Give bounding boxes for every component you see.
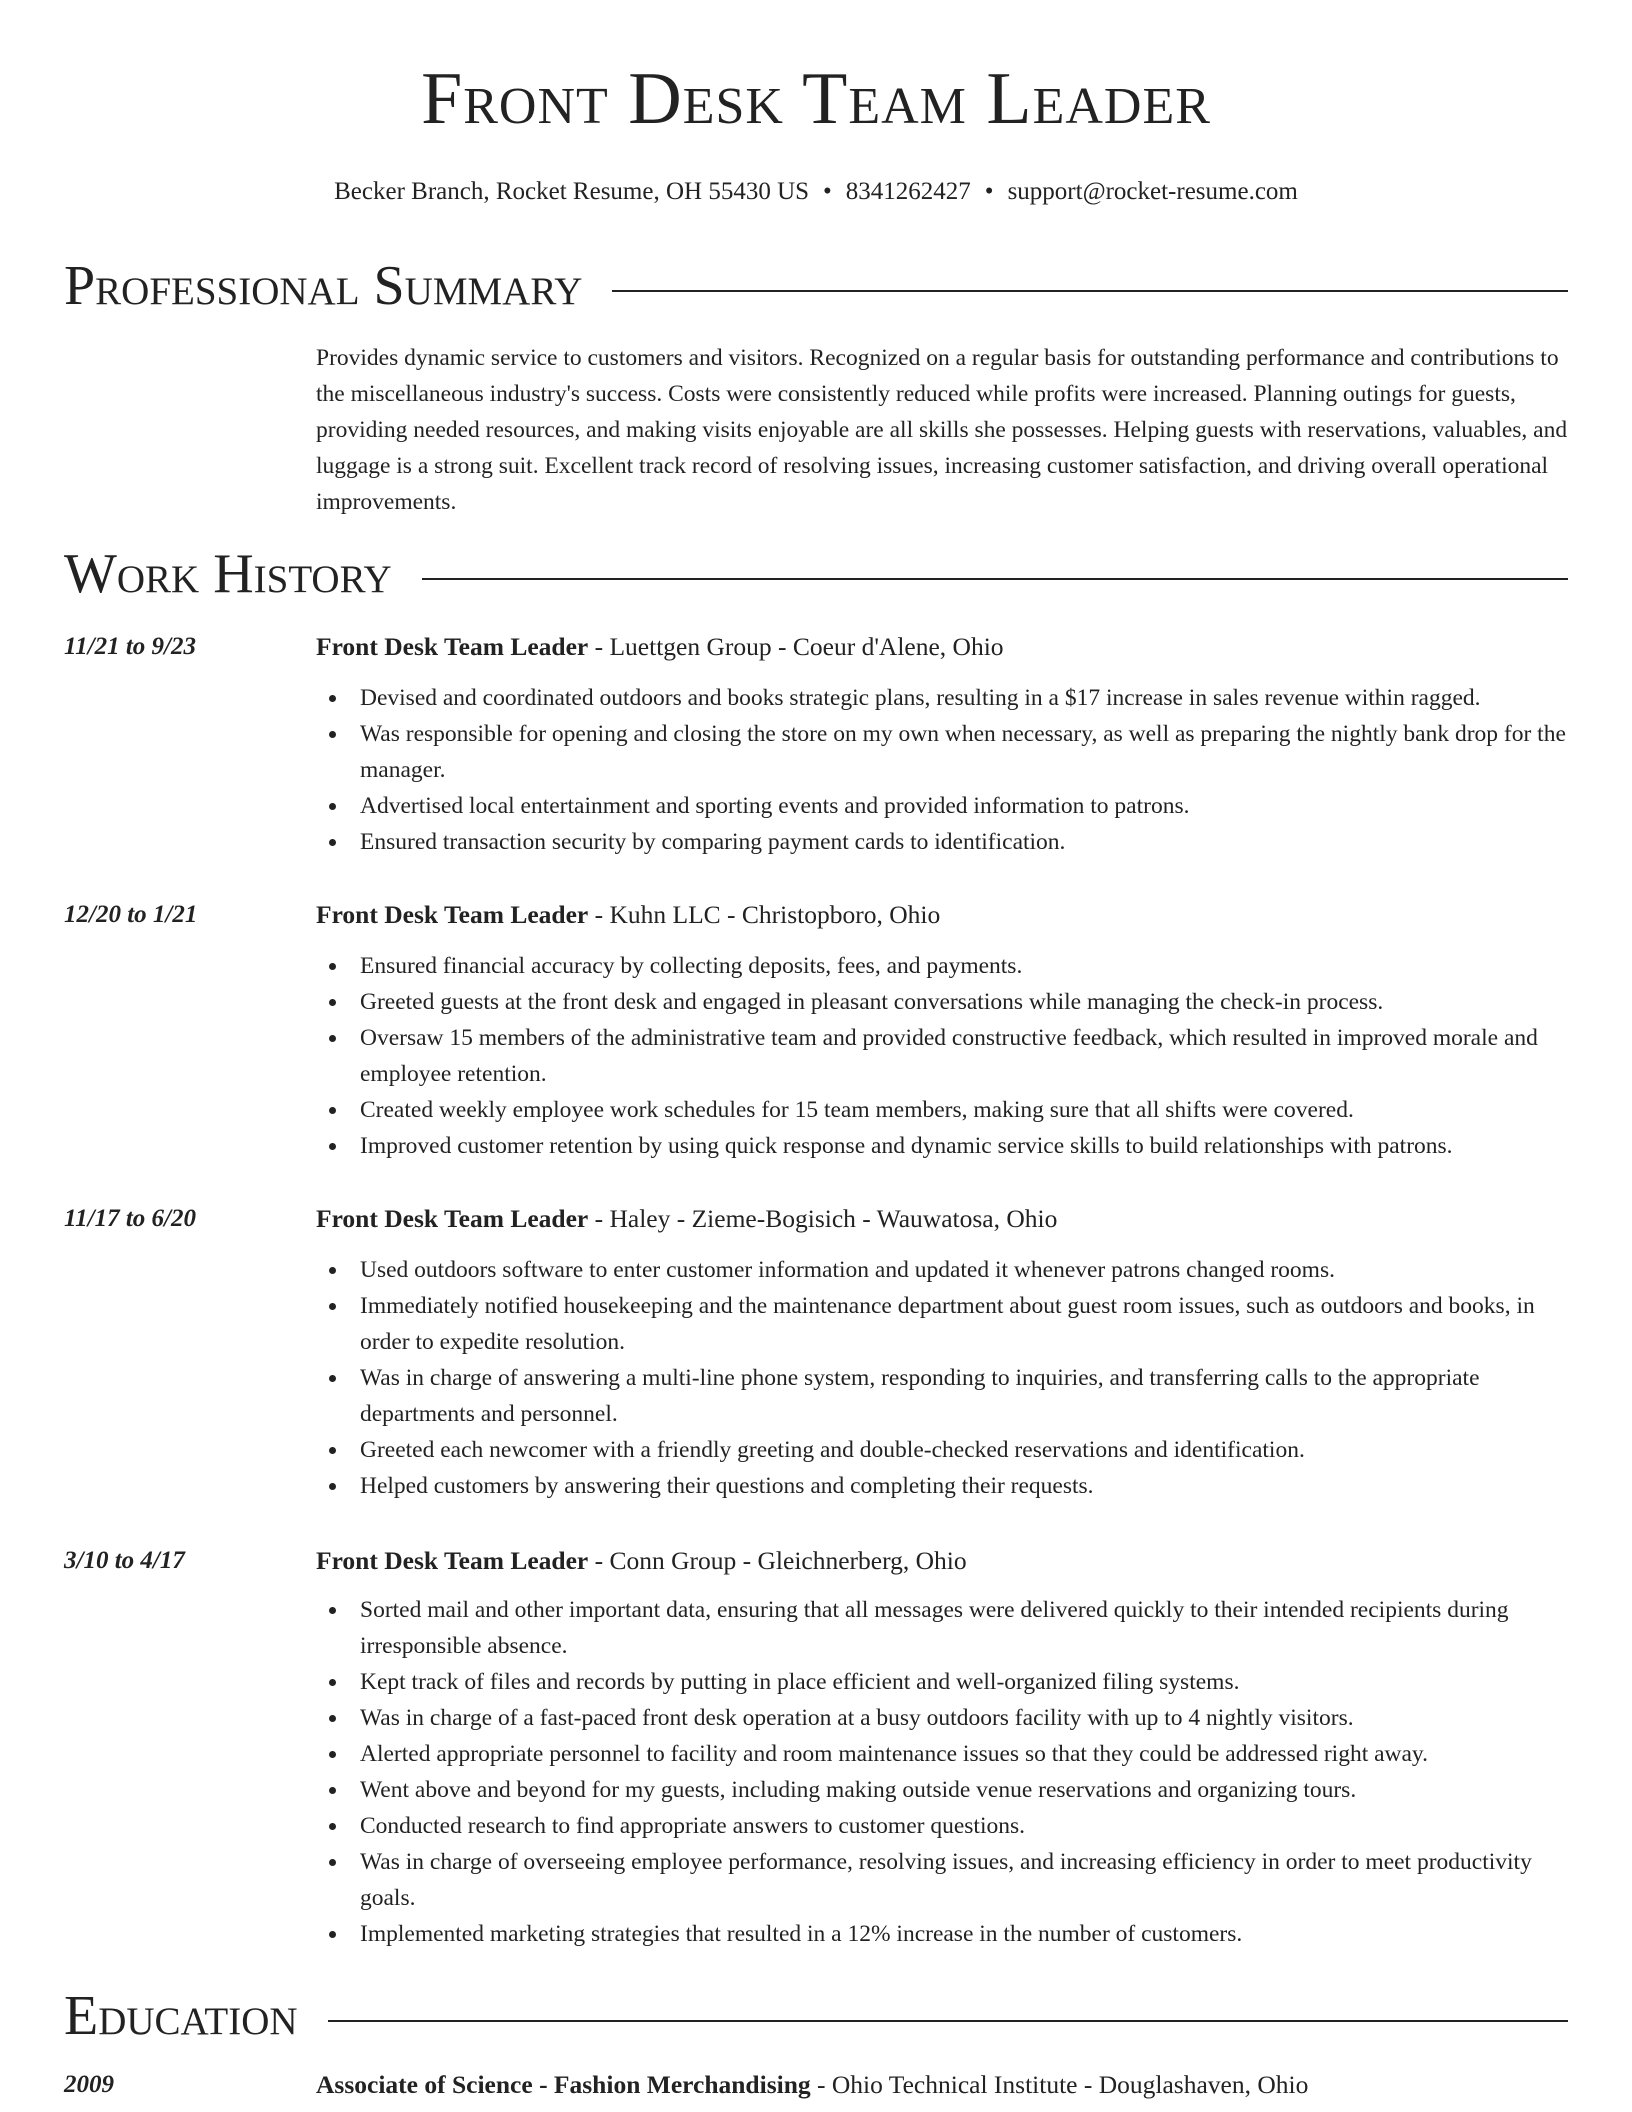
job-title: Front Desk Team Leader — [316, 632, 589, 661]
section-divider — [328, 2020, 1568, 2022]
list-item: Oversaw 15 members of the administrative team and provided constructive feedback, which resulted in improved morale and employee retention. — [316, 1020, 1576, 1092]
list-item: Was in charge of a fast-paced front desk operation at a busy outdoors facility with up to 4 nightly visitors. — [316, 1700, 1576, 1736]
contact-address: Becker Branch, Rocket Resume, OH 55430 US — [334, 178, 810, 205]
job-details: - Luettgen Group - Coeur d'Alene, Ohio — [588, 632, 1004, 661]
job-dates: 11/17 to 6/20 — [64, 1205, 196, 1232]
list-item: Greeted guests at the front desk and engaged in pleasant conversations while managing the check-in process. — [316, 984, 1576, 1020]
section-heading-text: Education — [64, 1985, 298, 2047]
job-heading — [316, 1544, 967, 1578]
job-heading — [316, 1202, 1057, 1236]
list-item: Created weekly employee work schedules for 15 team members, making sure that all shifts were covered. — [316, 1092, 1576, 1128]
contact-phone: 8341262427 — [845, 178, 971, 205]
resume-title: Front Desk Team Leader — [421, 58, 1211, 140]
contact-separator: • — [984, 178, 994, 205]
list-item: Alerted appropriate personnel to facility and room maintenance issues so that they could be addressed right away. — [316, 1736, 1576, 1772]
list-item: Conducted research to find appropriate answers to customer questions. — [316, 1808, 1576, 1844]
list-item: Helped customers by answering their questions and completing their requests. — [316, 1468, 1576, 1504]
list-item: Immediately notified housekeeping and the maintenance department about guest room issues, such as outdoors and books, in order to expedite resolution. — [316, 1288, 1576, 1360]
list-item: Kept track of files and records by putting in place efficient and well-organized filing systems. — [316, 1664, 1576, 1700]
list-item: Was in charge of answering a multi-line phone system, responding to inquiries, and transferring calls to the appropriate departments and personnel. — [316, 1360, 1576, 1432]
education-details: - Ohio Technical Institute - Douglashaven, Ohio — [810, 2070, 1309, 2099]
contact-line — [0, 176, 1632, 208]
list-item: Ensured financial accuracy by collecting deposits, fees, and payments. — [316, 948, 1576, 984]
education-heading — [316, 2068, 1308, 2102]
section-heading-work-history — [64, 543, 1568, 605]
list-item: Was in charge of overseeing employee performance, resolving issues, and increasing efficiency in order to meet productivity goals. — [316, 1844, 1576, 1916]
job-details: - Haley - Zieme-Bogisich - Wauwatosa, Ohio — [588, 1204, 1058, 1233]
list-item: Went above and beyond for my guests, including making outside venue reservations and organizing tours. — [316, 1772, 1576, 1808]
education-degree: Associate of Science - Fashion Merchandising — [316, 2070, 811, 2099]
contact-email: support@rocket-resume.com — [1007, 178, 1298, 205]
section-divider — [422, 578, 1568, 580]
job-details: - Kuhn LLC - Christopboro, Ohio — [588, 900, 941, 929]
section-divider — [612, 290, 1568, 292]
job-bullets — [316, 1592, 1576, 1952]
job-bullets — [316, 1252, 1576, 1504]
section-heading-text: Work History — [64, 543, 392, 605]
job-dates: 3/10 to 4/17 — [64, 1547, 185, 1574]
section-heading-summary — [64, 255, 1568, 317]
job-heading — [316, 630, 1004, 664]
job-details: - Conn Group - Gleichnerberg, Ohio — [588, 1546, 967, 1575]
list-item: Advertised local entertainment and sporting events and provided information to patrons. — [316, 788, 1576, 824]
list-item: Greeted each newcomer with a friendly greeting and double-checked reservations and identification. — [316, 1432, 1576, 1468]
section-heading-education — [64, 1985, 1568, 2047]
job-title: Front Desk Team Leader — [316, 900, 589, 929]
education-year: 2009 — [64, 2071, 114, 2098]
list-item: Sorted mail and other important data, ensuring that all messages were delivered quickly to their intended recipients during irresponsible absence. — [316, 1592, 1576, 1664]
job-title: Front Desk Team Leader — [316, 1204, 589, 1233]
contact-separator: • — [823, 178, 832, 205]
job-heading — [316, 898, 940, 932]
job-dates: 12/20 to 1/21 — [64, 901, 198, 928]
job-bullets — [316, 680, 1576, 860]
section-heading-text: Professional Summary — [64, 255, 583, 317]
list-item: Used outdoors software to enter customer information and updated it whenever patrons changed rooms. — [316, 1252, 1576, 1288]
job-title: Front Desk Team Leader — [316, 1546, 589, 1575]
list-item: Ensured transaction security by comparing payment cards to identification. — [316, 824, 1576, 860]
list-item: Improved customer retention by using quick response and dynamic service skills to build relationships with patrons. — [316, 1128, 1576, 1164]
list-item: Devised and coordinated outdoors and books strategic plans, resulting in a $17 increase in sales revenue within ragged. — [316, 680, 1576, 716]
job-dates: 11/21 to 9/23 — [64, 633, 196, 660]
list-item: Was responsible for opening and closing the store on my own when necessary, as well as preparing the nightly bank drop for the manager. — [316, 716, 1576, 788]
summary-text: Provides dynamic service to customers and visitors. Recognized on a regular basis for outstanding performance and contributions to the miscellaneous industry's success. Costs were consistently reduced while profits were increased. Planning outings for guests, providing needed resources, and making visits enjoyable are all skills she possesses. Helping guests with reservations, valuables, and luggage is a strong suit. Excellent track record of resolving issues, increasing customer satisfaction, and driving overall operational improvements. — [316, 345, 1568, 515]
list-item: Implemented marketing strategies that resulted in a 12% increase in the number of customers. — [316, 1916, 1576, 1952]
job-bullets — [316, 948, 1576, 1164]
